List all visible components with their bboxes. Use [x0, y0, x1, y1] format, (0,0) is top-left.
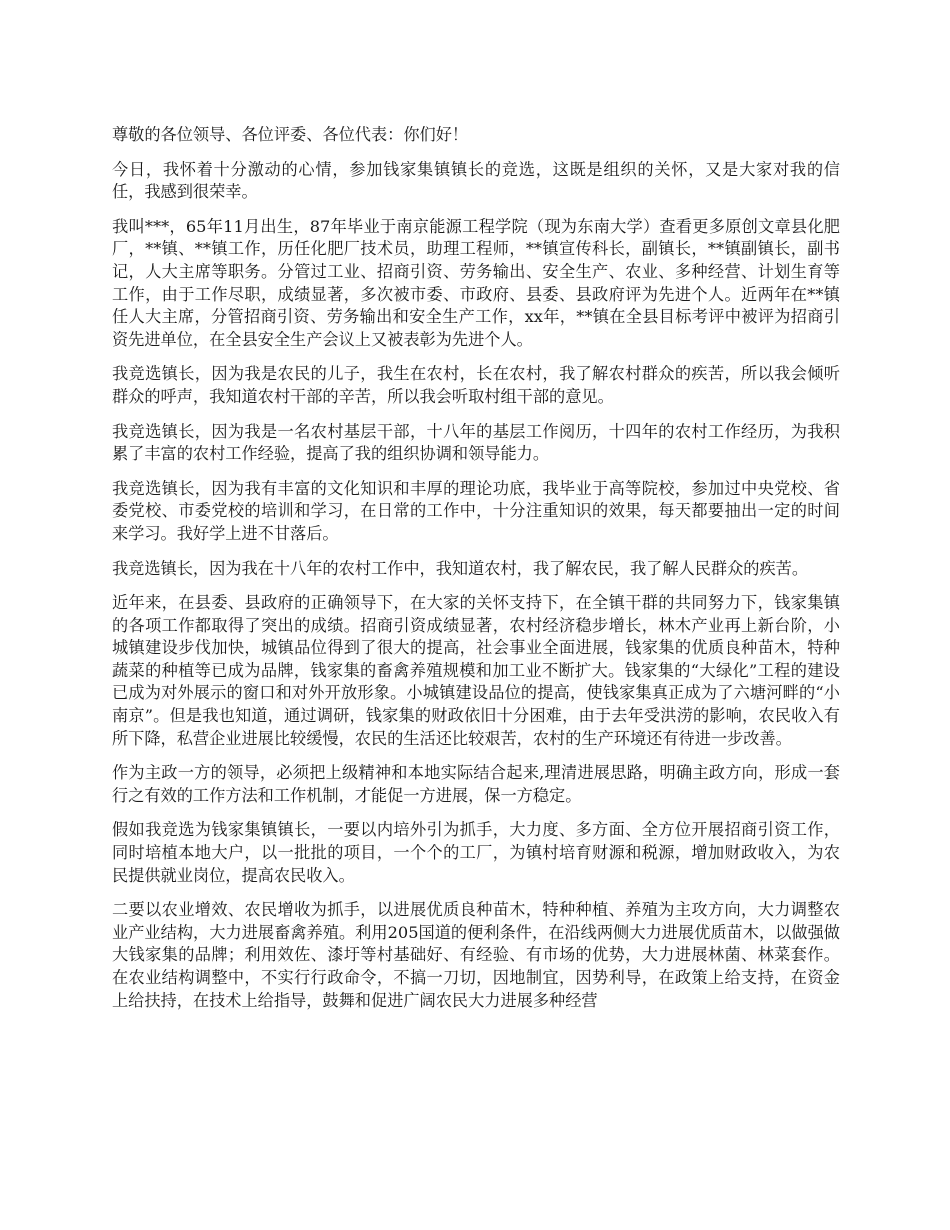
- plan-paragraph-one: 假如我竞选为钱家集镇镇长，一要以内培外引为抓手，大力度、多方面、全方位开展招商引资工作，同时培植本地大户，以一批批的项目，一个个的工厂，为镇村培育财源和税源，增加财政收入，为农民提供就业岗位，提高农民收入。: [112, 820, 840, 885]
- document-body: [112, 124, 840, 1024]
- self-introduction-paragraph: 我叫***，65年11月出生，87年毕业于南京能源工程学院（现为东南大学）查看更多原创文章县化肥厂，**镇、**镇工作，历任化肥厂技术员，助理工程师，**镇宣传科长，副镇长，**镇副镇长，副书记，人大主席等职务。分管过工业、招商引资、劳务输出、安全生产、农业、多种经营、计划生育等工作，由于工作尽职，成绩显著，多次被市委、市政府、县委、县政府评为先进个人。近两年在**镇任人大主席，分管招商引资、劳务输出和安全生产工作，xx年，**镇在全县目标考评中被评为招商引资先进单位，在全县安全生产会议上又被表彰为先进个人。: [112, 216, 840, 349]
- achievements-paragraph: 近年来，在县委、县政府的正确领导下，在大家的关怀支持下，在全镇干群的共同努力下，钱家集镇的各项工作都取得了突出的成绩。招商引资成绩显著，农村经济稳步增长，林木产业再上新台阶，小城镇建设步伐加快，城镇品位得到了很大的提高，社会事业全面进展，钱家集的优质良种苗木，特种蔬菜的种植等已成为品牌，钱家集的畜禽养殖规模和加工业不断扩大。钱家集的“大绿化”工程的建设已成为对外展示的窗口和对外开放形象。小城镇建设品位的提高，使钱家集真正成为了六塘河畔的“小南京”。但是我也知道，通过调研，钱家集的财政依旧十分困难，由于去年受洪涝的影响，农民收入有所下降，私营企业进展比较缓慢，农民的生活还比较艰苦，农村的生产环境还有待进一步改善。: [112, 593, 840, 748]
- opening-paragraph: 今日，我怀着十分激动的心情，参加钱家集镇镇长的竞选，这既是组织的关怀，又是大家对我的信任，我感到很荣幸。: [112, 159, 840, 202]
- reason-paragraph-knowledge: 我竞选镇长，因为我有丰富的文化知识和丰厚的理论功底，我毕业于高等院校，参加过中央党校、省委党校、市委党校的培训和学习，在日常的工作中，十分注重知识的效果，每天都要抽出一定的时间来学习。我好学上进不甘落后。: [112, 478, 840, 543]
- reason-paragraph-farmer: 我竞选镇长，因为我是农民的儿子，我生在农村，长在农村，我了解农村群众的疾苦，所以我会倾听群众的呼声，我知道农村干部的辛苦，所以我会听取村组干部的意见。: [112, 364, 840, 406]
- plan-paragraph-two: 二要以农业增效、农民增收为抓手，以进展优质良种苗木，特种种植、养殖为主攻方向，大力调整农业产业结构，大力进展畜禽养殖。利用205国道的便利条件，在沿线两侧大力进展优质苗木，以做强做大钱家集的品牌；利用效佐、漆圩等村基础好、有经验、有市场的优势，大力进展林菌、林菜套作。在农业结构调整中，不实行行政命令，不搞一刀切，因地制宜，因势利导，在政策上给支持，在资金上给扶持，在技术上给指导，鼓舞和促进广阔农民大力进展多种经营: [112, 900, 840, 1010]
- reason-paragraph-experience: 我竞选镇长，因为我在十八年的农村工作中，我知道农村，我了解农民，我了解人民群众的疾苦。: [112, 558, 809, 578]
- leadership-paragraph: 作为主政一方的领导，必须把上级精神和本地实际结合起来,理清进展思路，明确主政方向，形成一套行之有效的工作方法和工作机制，才能促一方进展，保一方稳定。: [112, 763, 840, 805]
- reason-paragraph-cadre: 我竞选镇长，因为我是一名农村基层干部，十八年的基层工作阅历，十四年的农村工作经历，为我积累了丰富的农村工作经验，提高了我的组织协调和领导能力。: [112, 421, 840, 464]
- greeting-paragraph: 尊敬的各位领导、各位评委、各位代表：你们好！: [112, 125, 469, 144]
